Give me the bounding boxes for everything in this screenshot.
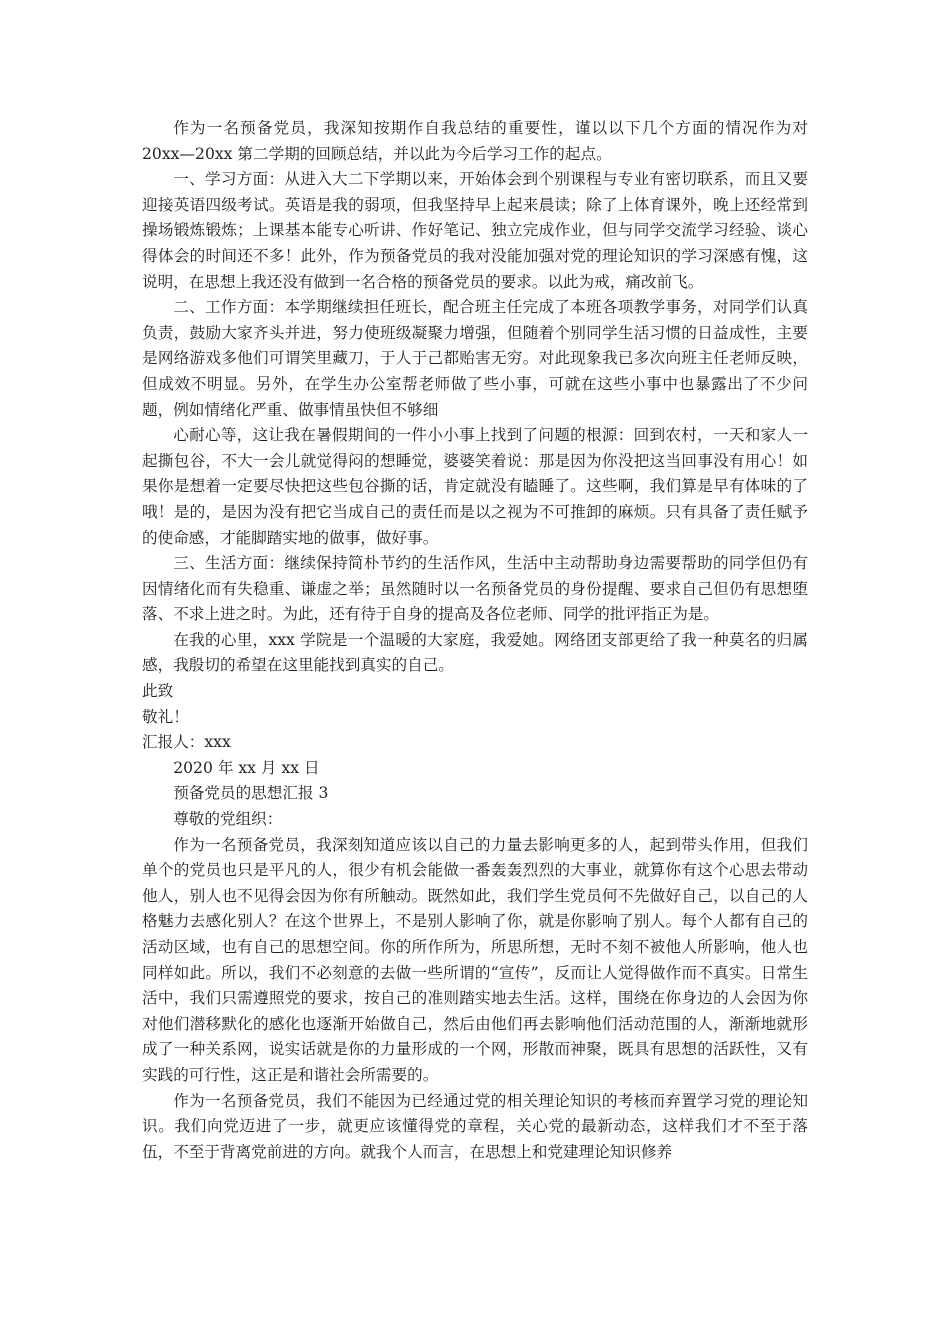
life-paragraph: 三、生活方面：继续保持简朴节约的生活作风，生活中主动帮助身边需要帮助的同学但仍有因情绪化而有失稳重、谦虚之举；虽然随时以一名预备党员的身份提醒、要求自己但仍有思想堕落、不求上进之时。为此，还有待于自身的提高及各位老师、同学的批评指正为是。: [142, 554, 808, 624]
reporter-line: 汇报人：xxx: [142, 733, 231, 752]
study-paragraph: 一、学习方面：从进入大二下学期以来，开始体会到个别课程与专业有密切联系，而且又要迎接英语四级考试。英语是我的弱项，但我坚持早上起来晨读；除了上体育课外，晚上还经常到操场锻炼锻炼；上课基本能专心听讲、作好笔记、独立完成作业，但与同学交流学习经验、谈心得体会的时间还不多！此外，作为预备党员的我对没能加强对党的理论知识的学习深感有愧，这说明，在思想上我还没有做到一名合格的预备党员的要求。以此为戒，痛改前飞。: [142, 170, 808, 291]
salutation: 尊敬的党组织：: [173, 810, 283, 829]
section-title: 预备党员的思想汇报 3: [173, 784, 329, 803]
work-continued-paragraph: 心耐心等，这让我在暑假期间的一件小小事上找到了问题的根源：回到农村，一天和家人一起撕包谷，不大一会儿就觉得闷的想睡觉，婆婆笑着说：那是因为你没把这当回事没有用心！如果你是想着一定要尽快把这些包谷撕的话，肯定就没有瞌睡了。这些啊，我们算是早有体味的了哦！是的，是因为没有把它当成自己的责任而是以之视为不可推卸的麻烦。只有具备了责任赋予的使命感，才能脚踏实地的做事，做好事。: [142, 426, 808, 547]
influence-paragraph: 作为一名预备党员，我深刻知道应该以自己的力量去影响更多的人，起到带头作用，但我们单个的党员也只是平凡的人，很少有机会能做一番轰轰烈烈的大事业，就算你有这个心思去带动他人，别人也不见得会因为你有所触动。既然如此，我们学生党员何不先做好自己，以自己的人格魅力去感化别人？在这个世界上，不是别人影响了你，就是你影响了别人。每个人都有自己的活动区域，也有自己的思想空间。你的所作所为，所思所想，无时不刻不被他人所影响，他人也同样如此。所以，我们不必刻意的去做一些所谓的“宣传”，反而让人觉得做作而不真实。日常生活中，我们只需遵照党的要求，按自己的准则踏实地去生活。这样，围绕在你身边的人会因为你对他们潜移默化的感化也逐渐开始做自己，然后由他们再去影响他们活动范围的人，渐渐地就形成了一种关系网，说实话就是你的力量形成的一个网，形散而神聚，既具有思想的活跃性，又有实践的可行性，这正是和谐社会所需要的。: [142, 835, 808, 1084]
work-paragraph: 二、工作方面：本学期继续担任班长，配合班主任完成了本班各项教学事务，对同学们认真负责，鼓励大家齐头并进，努力使班级凝聚力增强，但随着个别同学生活习惯的日益成性，主要是网络游戏多他们可谓笑里藏刀，于人于己都贻害无穷。对此现象我已多次向班主任老师反映，但成效不明显。另外，在学生办公室帮老师做了些小事，可就在这些小事中也暴露出了不少问题，例如情绪化严重、做事情虽快但不够细: [142, 298, 808, 419]
closing-line-1: 此致: [142, 682, 174, 701]
heart-paragraph: 在我的心里，xxx 学院是一个温暖的大家庭，我爱她。网络团支部更给了我一种莫名的归属感，我殷切的希望在这里能找到真实的自己。: [142, 630, 808, 675]
date-line: 2020 年 xx 月 xx 日: [173, 758, 320, 777]
theory-paragraph: 作为一名预备党员，我们不能因为已经通过党的相关理论知识的考核而弃置学习党的理论知识。我们向党迈进了一步，就更应该懂得党的章程，关心党的最新动态，这样我们才不至于落伍，不至于背离党前进的方向。就我个人而言，在思想上和党建理论知识修养: [142, 1091, 808, 1161]
intro-paragraph: 作为一名预备党员，我深知按期作自我总结的重要性，谨以以下几个方面的情况作为对 20xx—20xx 第二学期的回顾总结，并以此为今后学习工作的起点。: [142, 119, 808, 163]
closing-line-2: 敬礼！: [142, 707, 189, 726]
